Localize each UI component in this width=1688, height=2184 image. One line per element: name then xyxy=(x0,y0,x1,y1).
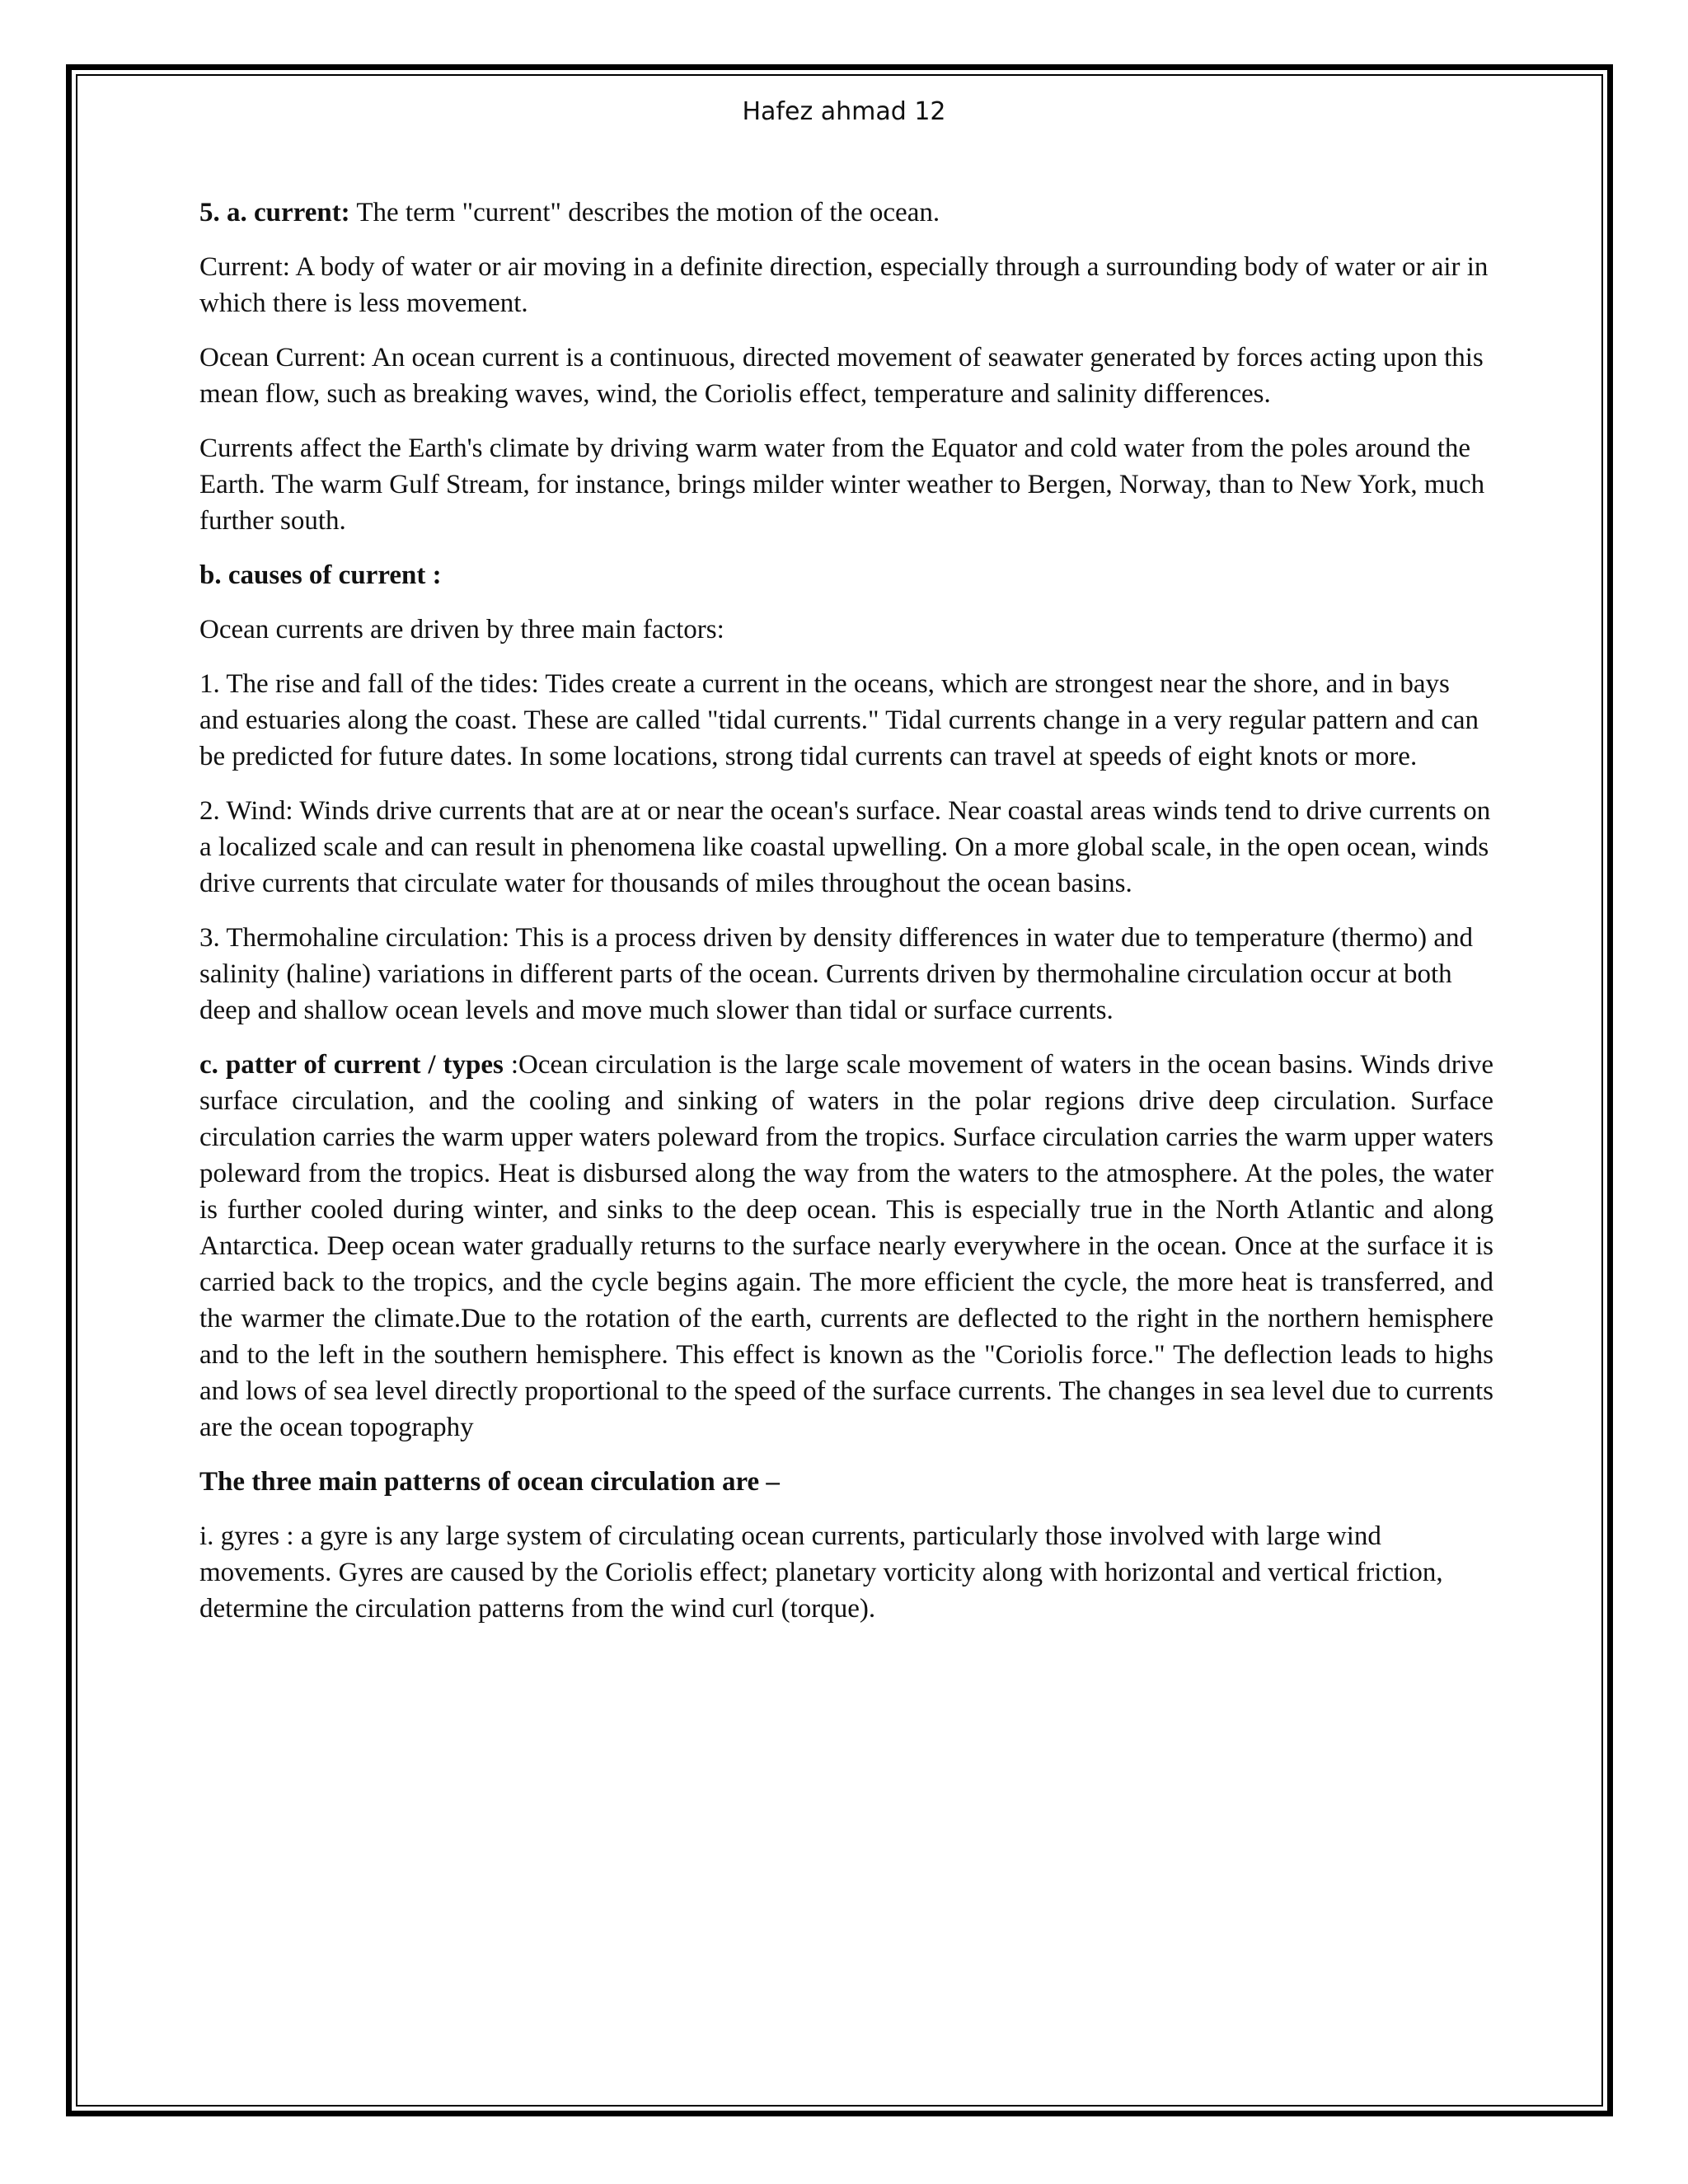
paragraph-climate: Currents affect the Earth's climate by driving warm water from the Equator and cold water from the poles around the Earth. The warm Gulf Stream, for instance, brings milder winter weather to Bergen, Norway, than to New York, much further south. xyxy=(199,434,1485,536)
causes-heading-text: b. causes of current : xyxy=(199,560,442,590)
document-body xyxy=(199,194,1493,1645)
paragraph-gyres: i. gyres : a gyre is any large system of circulating ocean currents, particularly those involved with large wind movements. Gyres are caused by the Coriolis effect; planetary vorticity along with horizontal and vertical friction, determine the circulation patterns from the wind curl (torque). xyxy=(199,1521,1443,1624)
section-current-text: The term "current" describes the motion of the ocean. xyxy=(349,198,940,227)
three-patterns-heading-text: The three main patterns of ocean circulation are – xyxy=(199,1467,780,1497)
section-heading-causes xyxy=(199,557,1493,593)
paragraph-causes-intro: Ocean currents are driven by three main factors: xyxy=(199,615,724,644)
page-header: Hafez ahmad 12 xyxy=(742,97,946,126)
paragraph-ocean-current: Ocean Current: An ocean current is a continuous, directed movement of seawater generated by forces acting upon this mean flow, such as breaking waves, wind, the Coriolis effect, temperature and salinity differences. xyxy=(199,343,1484,409)
section-heading-pattern: c. patter of current / types xyxy=(199,1050,504,1080)
section-current-intro xyxy=(199,194,1493,231)
section-pattern-text: :Ocean circulation is the large scale movement of waters in the ocean basins. Winds drive surface circulation, and the cooling and sinking of waters in the polar regions drive deep circulation. Surface circulation carries the warm upper waters poleward from the tropics. Surface circulation carries the warm upper waters poleward from the tropics. Heat is disbursed along the way from the waters to the atmosphere. At the poles, the water is further cooled during winter, and sinks to the deep ocean. This is especially true in the North Atlantic and along Antarctica. Deep ocean water gradually returns to the surface nearly everywhere in the ocean. Once at the surface it is carried back to the tropics, and the cycle begins again. The more efficient the cycle, the more heat is transferred, and the warmer the climate.Due to the rotation of the earth, currents are deflected to the right in the northern hemisphere and to the left in the southern hemisphere. This effect is known as the "Coriolis force." The deflection leads to highs and lows of sea level directly proportional to the speed of the surface currents. The changes in sea level due to currents are the ocean topography xyxy=(199,1050,1493,1442)
paragraph-cause-thermohaline: 3. Thermohaline circulation: This is a process driven by density differences in water due to temperature (thermo) and salinity (haline) variations in different parts of the ocean. Currents driven by thermohaline circulation occur at both deep and shallow ocean levels and move much slower than tidal or surface currents. xyxy=(199,923,1474,1025)
paragraph-cause-tides: 1. The rise and fall of the tides: Tides create a current in the oceans, which are strongest near the shore, and in bays and estuaries along the coast. These are called "tidal currents." Tidal currents change in a very regular pattern and can be predicted for future dates. In some locations, strong tidal currents can travel at speeds of eight knots or more. xyxy=(199,669,1479,771)
paragraph-current-definition: Current: A body of water or air moving in a definite direction, especially through a surrounding body of water or air in which there is less movement. xyxy=(199,252,1489,318)
section-heading-three-patterns xyxy=(199,1464,1493,1500)
section-heading-current: 5. a. current: xyxy=(199,198,350,227)
paragraph-cause-wind: 2. Wind: Winds drive currents that are at or near the ocean's surface. Near coastal areas winds tend to drive currents on a localized scale and can result in phenomena like coastal upwelling. On a more global scale, in the open ocean, winds drive currents that circulate water for thousands of miles throughout the ocean basins. xyxy=(199,796,1491,898)
section-pattern xyxy=(199,1047,1493,1446)
